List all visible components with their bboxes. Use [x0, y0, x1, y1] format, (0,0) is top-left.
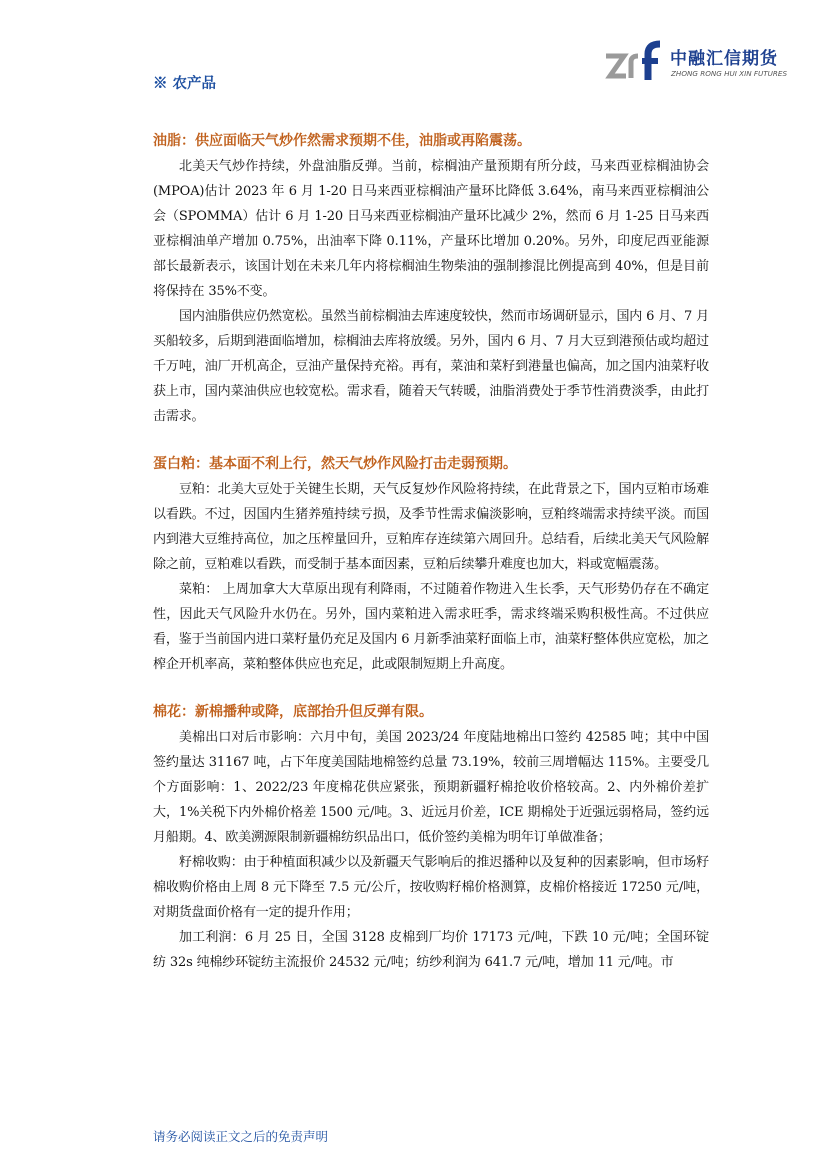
article-paragraph: 国内油脂供应仍然宽松。虽然当前棕榈油去库速度较快，然而市场调研显示，国内 6 月、7 月买船较多，后期到港面临增加，棕榈油去库将放缓。另外，国内 6 月、7 月大豆到港预估或均超过千万吨，油厂开机高企，豆油产量保持充裕。再有，菜油和菜籽到港量也偏高，加之国内油菜籽收获上市，国内菜油供应也较宽松。需求看，随着天气转暖，油脂消费处于季节性消费淡季，由此打击需求。: [153, 309, 709, 424]
article-heading: 油脂：供应面临天气炒作然需求预期不佳，油脂或再陷震荡。: [153, 133, 531, 149]
logo-english-name: ZHONG RONG HUI XIN FUTURES: [671, 69, 788, 78]
article-paragraph: 籽棉收购：由于种植面积减少以及新疆天气影响后的推迟播种以及复种的因素影响，但市场籽棉收购价格由上周 8 元下降至 7.5 元/公斤，按收购籽棉价格测算，皮棉价格接近 17250 元/吨，对期货盘面价格有一定的提升作用；: [153, 855, 709, 920]
article-protein-meal: [153, 452, 709, 677]
disclaimer-footer: 请务必阅读正文之后的免责声明: [153, 1129, 329, 1144]
company-logo: [604, 40, 804, 88]
article-heading: 蛋白粕：基本面不利上行，然天气炒作风险打击走弱预期。: [153, 456, 517, 472]
article-oils: [153, 129, 709, 429]
article-cotton: [153, 700, 709, 975]
report-body: [153, 129, 709, 975]
logo-chinese-name: 中融汇信期货: [670, 49, 778, 69]
zrf-logo-icon: [604, 40, 666, 84]
article-paragraph: 加工利润：6 月 25 日，全国 3128 皮棉到厂均价 17173 元/吨，下跌 10 元/吨；全国环锭纺 32s 纯棉纱环锭纺主流报价 24532 元/吨；纺纱利润为 641.7 元/吨，增加 11 元/吨。市: [153, 930, 709, 970]
section-title: ※ 农产品: [153, 75, 217, 92]
article-paragraph: 豆粕：北美大豆处于关键生长期，天气反复炒作风险将持续，在此背景之下，国内豆粕市场难以看跌。不过，因国内生猪养殖持续亏损，及季节性需求偏淡影响，豆粕终端需求持续平淡。而国内到港大豆维持高位，加之压榨量回升，豆粕库存连续第六周回升。总结看，后续北美天气风险解除之前，豆粕难以看跌，而受制于基本面因素，豆粕后续攀升难度也加大，料或宽幅震荡。: [153, 482, 709, 572]
article-heading: 棉花：新棉播种或降，底部抬升但反弹有限。: [153, 704, 433, 720]
article-paragraph: 美棉出口对后市影响：六月中旬，美国 2023/24 年度陆地棉出口签约 42585 吨；其中中国签约量达 31167 吨，占下年度美国陆地棉签约总量 73.19%，较前三周增幅达 115%。主要受几个方面影响：1、2022/23 年度棉花供应紧张，预期新疆籽棉抢收价格较高。2、内外棉价差扩大，1%关税下内外棉价格差 1500 元/吨。3、近远月价差，ICE 期棉处于近强远弱格局，签约远月船期。4、欧美溯源限制新疆棉纺织品出口，低价签约美棉为明年订单做准备；: [153, 730, 709, 845]
article-paragraph: 菜粕： 上周加拿大大草原出现有利降雨，不过随着作物进入生长季，天气形势仍存在不确定性，因此天气风险升水仍在。另外，国内菜粕进入需求旺季，需求终端采购积极性高。不过供应看，鉴于当前国内进口菜籽量仍充足及国内 6 月新季油菜籽面临上市，油菜籽整体供应宽松，加之榨企开机率高，菜粕整体供应也充足，此或限制短期上升高度。: [153, 582, 709, 672]
article-paragraph: 北美天气炒作持续，外盘油脂反弹。当前，棕榈油产量预期有所分歧，马来西亚棕榈油协会(MPOA)估计 2023 年 6 月 1-20 日马来西亚棕榈油产量环比降低 3.64%，南马来西亚棕榈油公会（SPOMMA）估计 6 月 1-20 日马来西亚棕榈油产量环比减少 2%，然而 6 月 1-25 日马来西亚棕榈油单产增加 0.75%，出油率下降 0.11%，产量环比增加 0.20%。另外，印度尼西亚能源部长最新表示，该国计划在未来几年内将棕榈油生物柴油的强制掺混比例提高到 40%，但是目前将保持在 35%不变。: [153, 159, 709, 299]
